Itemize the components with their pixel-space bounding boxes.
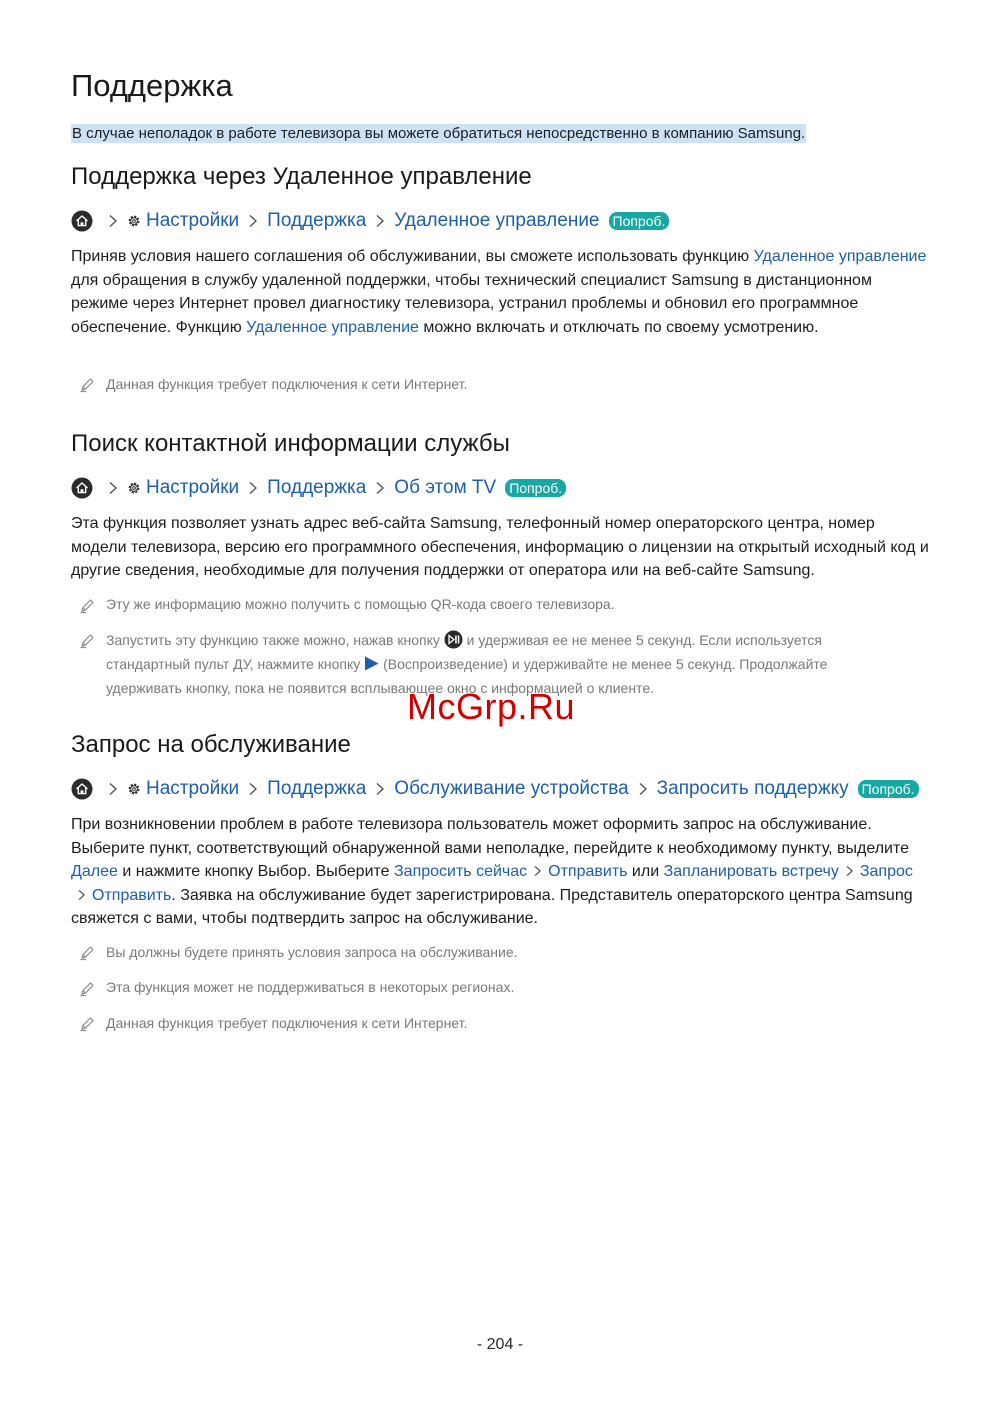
home-icon xyxy=(71,477,93,499)
chevron-right-icon xyxy=(108,782,118,796)
note-internet-required: Данная функция требует подключения к сети Интернет. xyxy=(106,1015,468,1031)
note-qr-code: Эту же информацию можно получить с помощью QR-кода своего телевизора. xyxy=(106,596,615,612)
path-link-about-tv[interactable]: Об этом TV xyxy=(394,477,497,498)
link-remote-management[interactable]: Удаленное управление xyxy=(246,318,419,336)
chevron-right-icon xyxy=(845,865,854,877)
link-send[interactable]: Отправить xyxy=(548,863,628,881)
body-text: можно включать и отключать по своему усмотрению. xyxy=(418,318,819,336)
play-icon xyxy=(364,656,379,671)
try-now-badge[interactable]: Попроб. xyxy=(505,479,566,497)
note-internet-required: Данная функция требует подключения к сети Интернет. xyxy=(106,376,468,392)
chevron-right-icon xyxy=(77,889,86,901)
pencil-icon xyxy=(79,598,95,614)
chevron-right-icon xyxy=(638,782,648,796)
gear-icon xyxy=(127,782,141,796)
chevron-right-icon xyxy=(375,782,385,796)
link-send[interactable]: Отправить xyxy=(92,886,172,904)
path-link-remote-management[interactable]: Удаленное управление xyxy=(394,210,600,231)
body-text: или xyxy=(627,863,664,881)
note-text: и удерживая ее не менее 5 секунд. Если используется стандартный пульт ДУ, нажмите кнопку xyxy=(106,632,822,672)
note-region-support: Эта функция может не поддерживаться в некоторых регионах. xyxy=(106,979,515,995)
chevron-right-icon xyxy=(375,481,385,495)
body-text: Приняв условия нашего соглашения об обслуживании, вы сможете использовать функцию xyxy=(71,248,754,265)
page-title: Поддержка xyxy=(71,68,233,103)
chevron-right-icon xyxy=(248,481,258,495)
body-text: для обращения в службу удаленной поддержки, чтобы технический специалист Samsung в дистанционном режиме через Интернет провел диагностику телевизора, устранил проблемы и обновил его программное обеспечение. Функцию xyxy=(71,271,872,336)
gear-icon xyxy=(127,214,141,228)
chevron-right-icon xyxy=(375,214,385,228)
chevron-right-icon xyxy=(108,481,118,495)
path-link-request-support[interactable]: Запросить поддержку xyxy=(656,778,849,799)
section-heading-service-request: Запрос на обслуживание xyxy=(71,731,351,758)
link-request[interactable]: Запрос xyxy=(859,863,913,881)
chevron-right-icon xyxy=(533,865,542,877)
chevron-right-icon xyxy=(248,782,258,796)
home-icon xyxy=(71,778,93,800)
path-link-settings[interactable]: Настройки xyxy=(146,778,240,799)
try-now-badge[interactable]: Попроб. xyxy=(609,212,670,230)
try-now-badge[interactable]: Попроб. xyxy=(858,780,919,798)
page-number: - 204 - xyxy=(476,1336,524,1353)
menu-path-request-support xyxy=(71,777,919,801)
path-link-settings[interactable]: Настройки xyxy=(146,477,240,498)
note-text: Запустить эту функцию также можно, нажав кнопку xyxy=(106,632,444,648)
home-icon xyxy=(71,210,93,232)
body-text: При возникновении проблем в работе телевизора пользователь может оформить запрос на обслуживание. Выберите пункт, соответствующий обнаруженной вами неполадке, перейдите к необходимому пункту, выделите xyxy=(71,816,910,857)
menu-path-remote-management xyxy=(71,209,669,233)
path-link-settings[interactable]: Настройки xyxy=(146,210,240,231)
path-link-support[interactable]: Поддержка xyxy=(267,477,367,498)
link-schedule-appointment[interactable]: Запланировать встречу xyxy=(663,863,839,881)
link-request-now[interactable]: Запросить сейчас xyxy=(394,863,528,881)
section-heading-contact-info: Поиск контактной информации службы xyxy=(71,430,510,457)
pencil-icon xyxy=(79,377,95,393)
chevron-right-icon xyxy=(108,214,118,228)
path-link-support[interactable]: Поддержка xyxy=(267,210,367,231)
note-accept-terms: Вы должны будете принять условия запроса на обслуживание. xyxy=(106,944,518,960)
section-body-remote-management xyxy=(71,245,931,339)
link-next[interactable]: Далее xyxy=(71,863,118,881)
pencil-icon xyxy=(79,945,95,961)
chevron-right-icon xyxy=(248,214,258,228)
watermark: McGrp.Ru xyxy=(407,686,576,727)
intro-highlight: В случае неполадок в работе телевизора вы можете обратиться непосредственно в компанию Samsung. xyxy=(72,125,806,142)
body-text: и нажмите кнопку Выбор. Выберите xyxy=(117,863,394,881)
pencil-icon xyxy=(79,981,95,997)
pencil-icon xyxy=(79,1016,95,1032)
link-remote-management[interactable]: Удаленное управление xyxy=(753,248,927,265)
path-link-support[interactable]: Поддержка xyxy=(267,778,367,799)
pencil-icon xyxy=(79,633,95,649)
section-body-contact-info: Эта функция позволяет узнать адрес веб-сайта Samsung, телефонный номер операторского центра, номер модели телевизора, версию его программного обеспечения, информацию о лицензии на открытый исходный код и другие сведения, необходимые для получения поддержки от оператора или на веб-сайте Samsung. xyxy=(71,515,929,580)
body-text: . Заявка на обслуживание будет зарегистрирована. Представитель операторского центра Samsung свяжется с вами, чтобы подтвердить запрос на обслуживание. xyxy=(71,886,913,928)
gear-icon xyxy=(127,481,141,495)
note-text: (Воспроизведение) и удерживайте не менее 5 секунд. Продолжайте удерживать кнопку, пока не появится всплывающее окно с информацией о клиенте. xyxy=(106,655,828,696)
path-link-device-care[interactable]: Обслуживание устройства xyxy=(394,778,629,799)
section-body-service-request xyxy=(71,813,931,931)
menu-path-about-tv xyxy=(71,476,566,500)
intro-text xyxy=(71,124,806,144)
play-pause-button-icon xyxy=(444,630,463,649)
section-heading-remote-management: Поддержка через Удаленное управление xyxy=(71,163,532,190)
